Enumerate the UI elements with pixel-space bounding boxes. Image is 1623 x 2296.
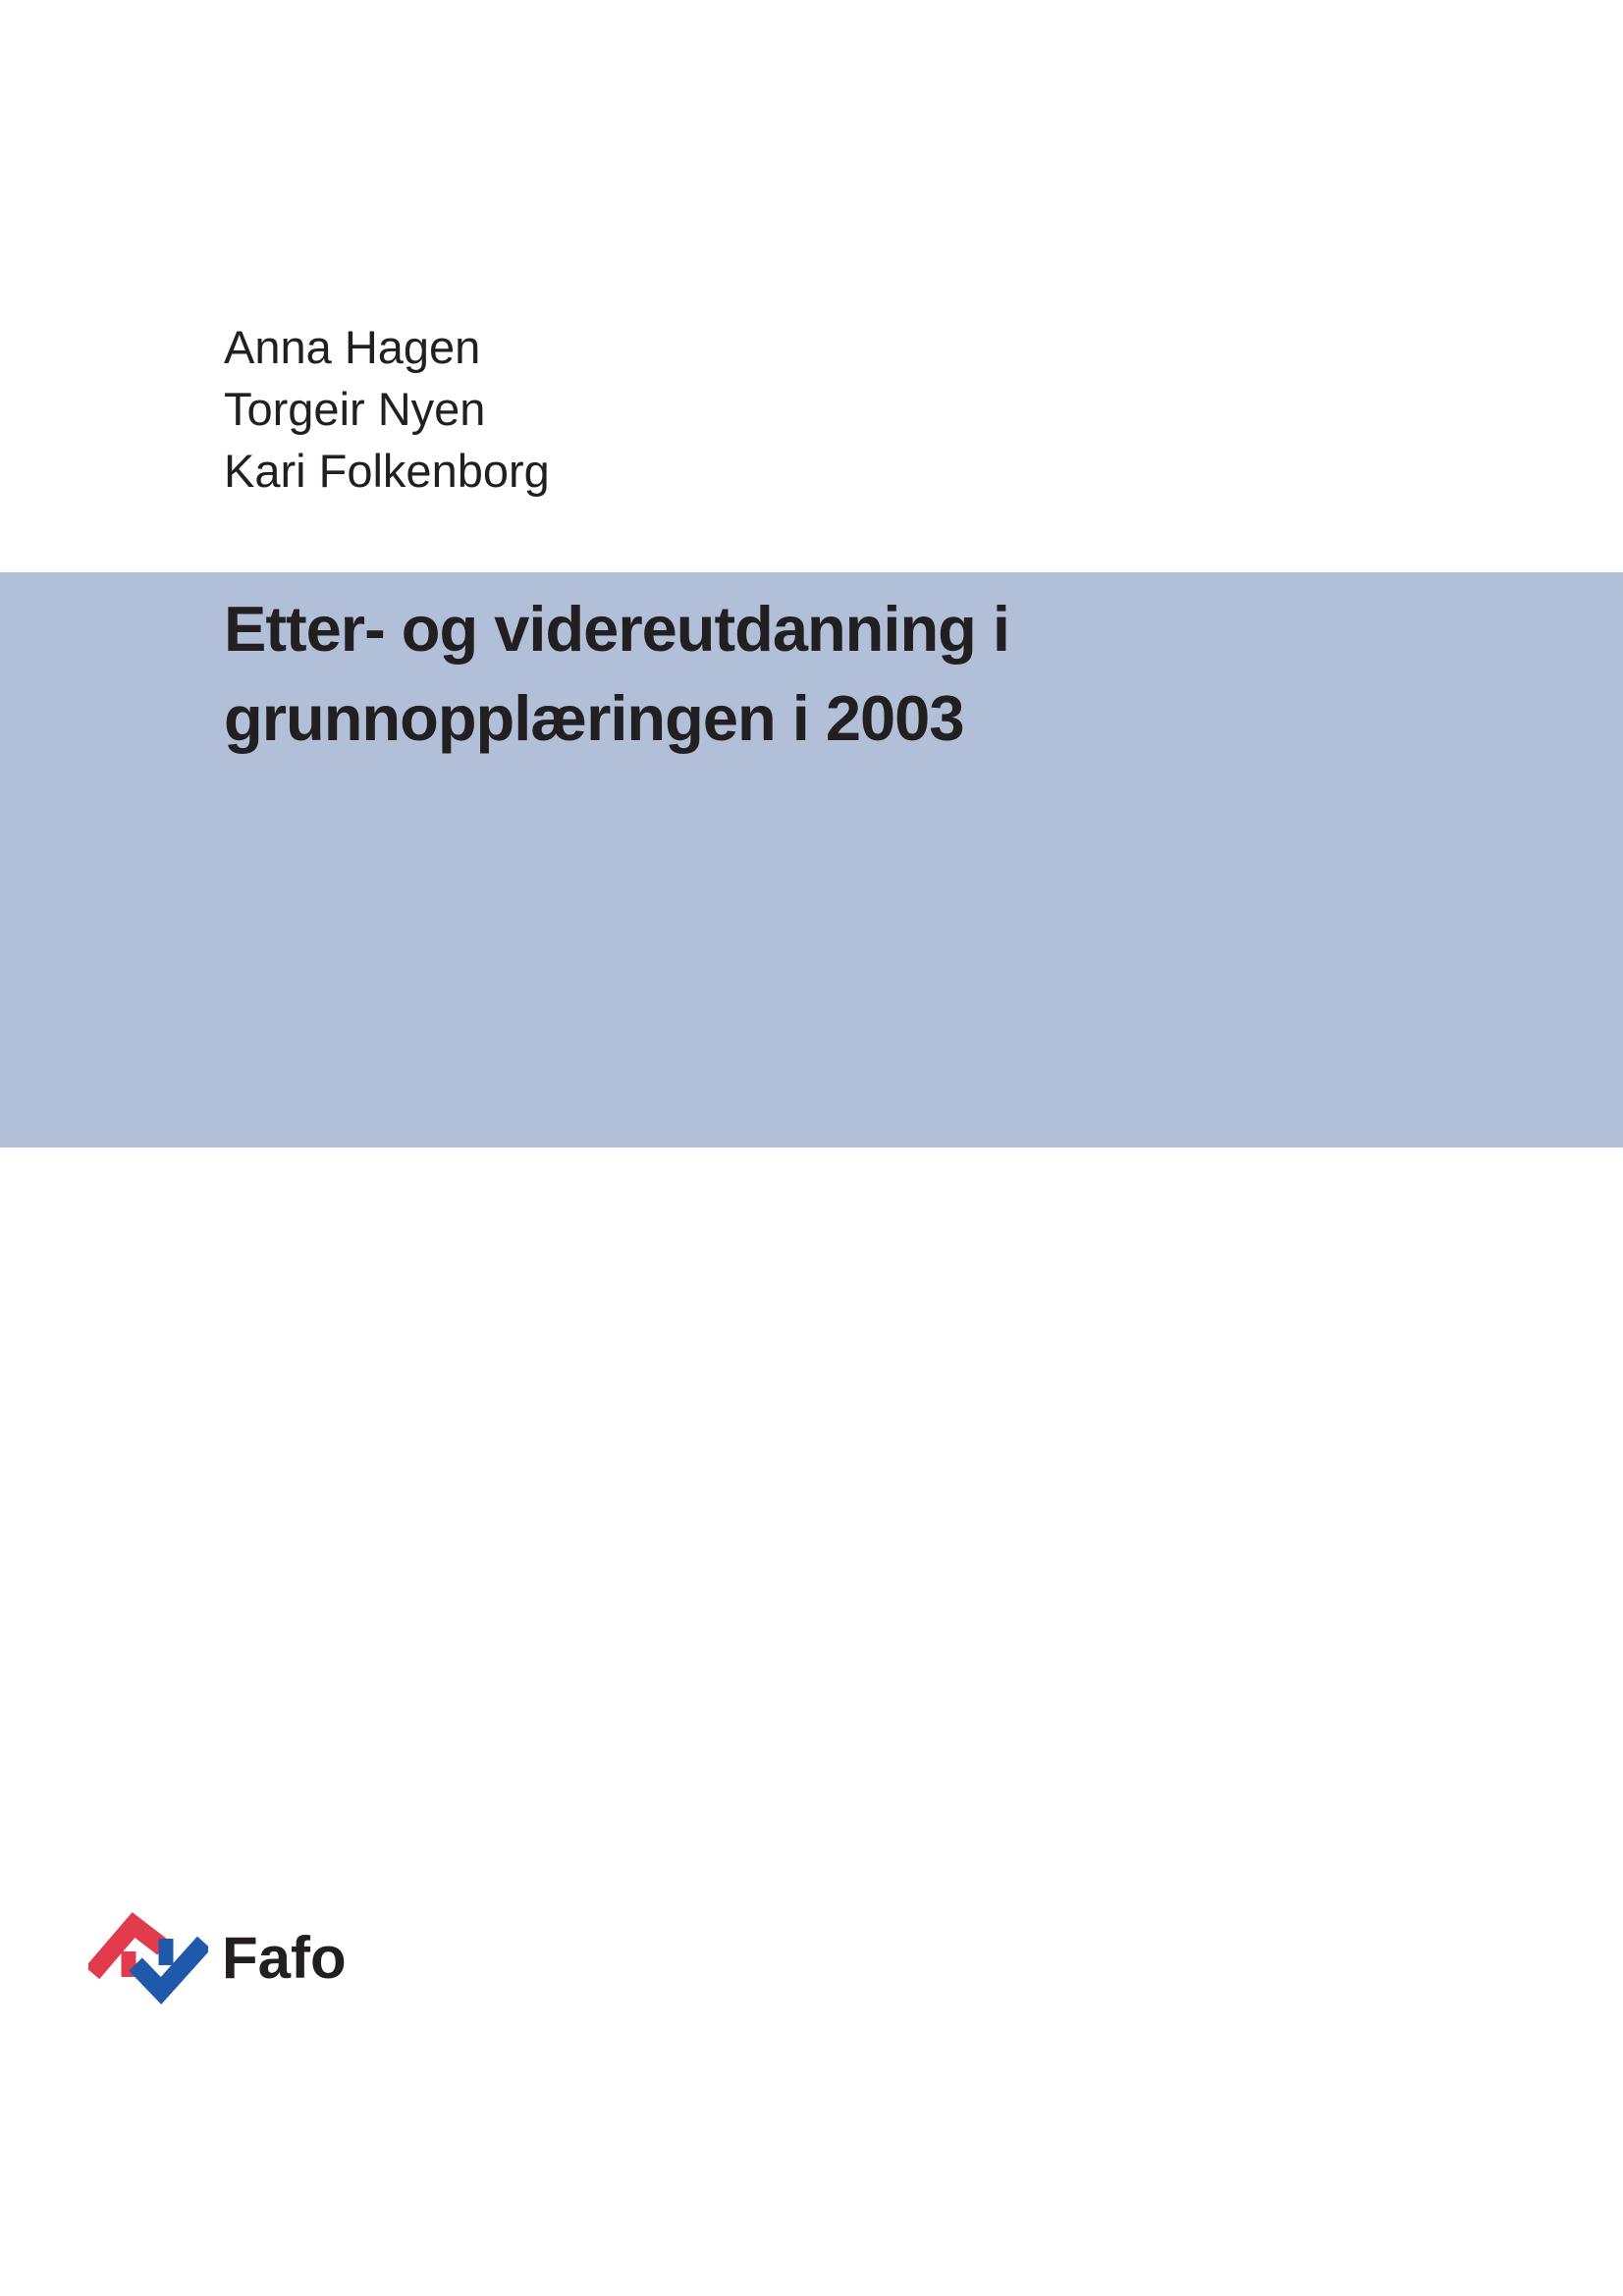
title-line-2: grunnopplæringen i 2003 xyxy=(224,682,964,754)
author-name: Kari Folkenborg xyxy=(224,445,550,497)
authors-block xyxy=(224,316,550,502)
author-name: Anna Hagen xyxy=(224,321,481,373)
title-line-1: Etter- og videreutdanning i xyxy=(224,593,1009,665)
author-name: Torgeir Nyen xyxy=(224,383,486,435)
report-title xyxy=(224,584,1402,763)
fafo-logo-icon xyxy=(88,1910,208,2004)
fafo-logo-text: Fafo xyxy=(222,1924,347,1991)
fafo-logo xyxy=(88,1910,347,2004)
